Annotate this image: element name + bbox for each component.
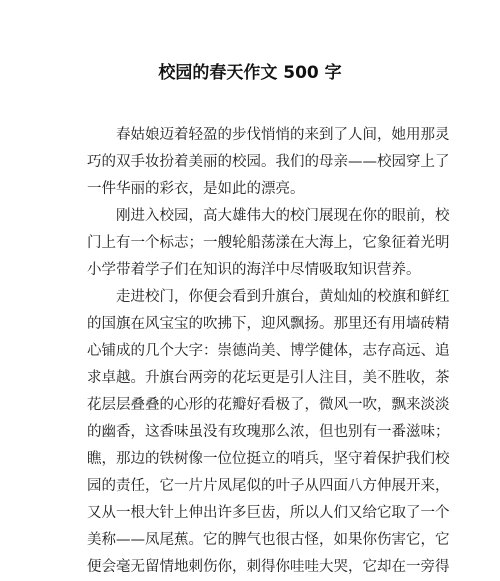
text-line: 美称——凤尾蕉。它的脾气也很古怪，如果你伤害它，它 — [87, 532, 450, 548]
text-line: 便会毫无留情地刺伤你，刺得你哇哇大哭，它却在一旁得 — [87, 559, 450, 575]
document-title: 校园的春天作文 500 字 — [158, 63, 342, 83]
text-line: 又从一根大针上伸出许多巨齿，所以人们又给它取了一个 — [87, 505, 450, 521]
essay-body — [87, 122, 450, 581]
text-line: 园的责任，它一片片凤尾似的叶子从四面八方伸展开来， — [87, 478, 450, 494]
text-line: 瞧，那边的铁树像一位位挺立的哨兵，坚守着保护我们校 — [87, 451, 450, 467]
text-line: 走进校门，你便会看到升旗台，黄灿灿的校旗和鲜红 — [116, 289, 450, 305]
text-line: 花层层叠叠的心形的花瓣好看极了，微风一吹，飘来淡淡 — [87, 397, 450, 413]
text-line: 求卓越。升旗台两旁的花坛更是引人注目，美不胜收，茶 — [87, 370, 450, 386]
text-line: 刚进入校园，高大雄伟大的校门展现在你的眼前，校 — [116, 208, 450, 224]
text-line: 门上有一个标志；一艘轮船荡漾在大海上，它象征着光明 — [87, 235, 450, 251]
paragraph-1 — [87, 122, 450, 203]
text-line: 小学带着学子们在知识的海洋中尽情吸取知识营养。 — [87, 262, 421, 278]
text-line: 春姑娘迈着轻盈的步伐悄悄的来到了人间，她用那灵 — [116, 127, 450, 143]
text-line: 巧的双手妆扮着美丽的校园。我们的母亲——校园穿上了 — [87, 154, 450, 170]
paragraph-3 — [87, 284, 450, 581]
text-line: 的幽香，这香味虽没有玫瑰那么浓，但也别有一番滋味； — [87, 424, 450, 440]
text-line: 心铺成的几个大字：崇德尚美、博学健体，志存高远、追 — [87, 343, 450, 359]
paragraph-2 — [87, 203, 450, 284]
text-line: 一件华丽的彩衣，是如此的漂亮。 — [87, 181, 305, 197]
text-line: 的国旗在风宝宝的吹拂下，迎风飘扬。那里还有用墙砖精 — [87, 316, 450, 332]
